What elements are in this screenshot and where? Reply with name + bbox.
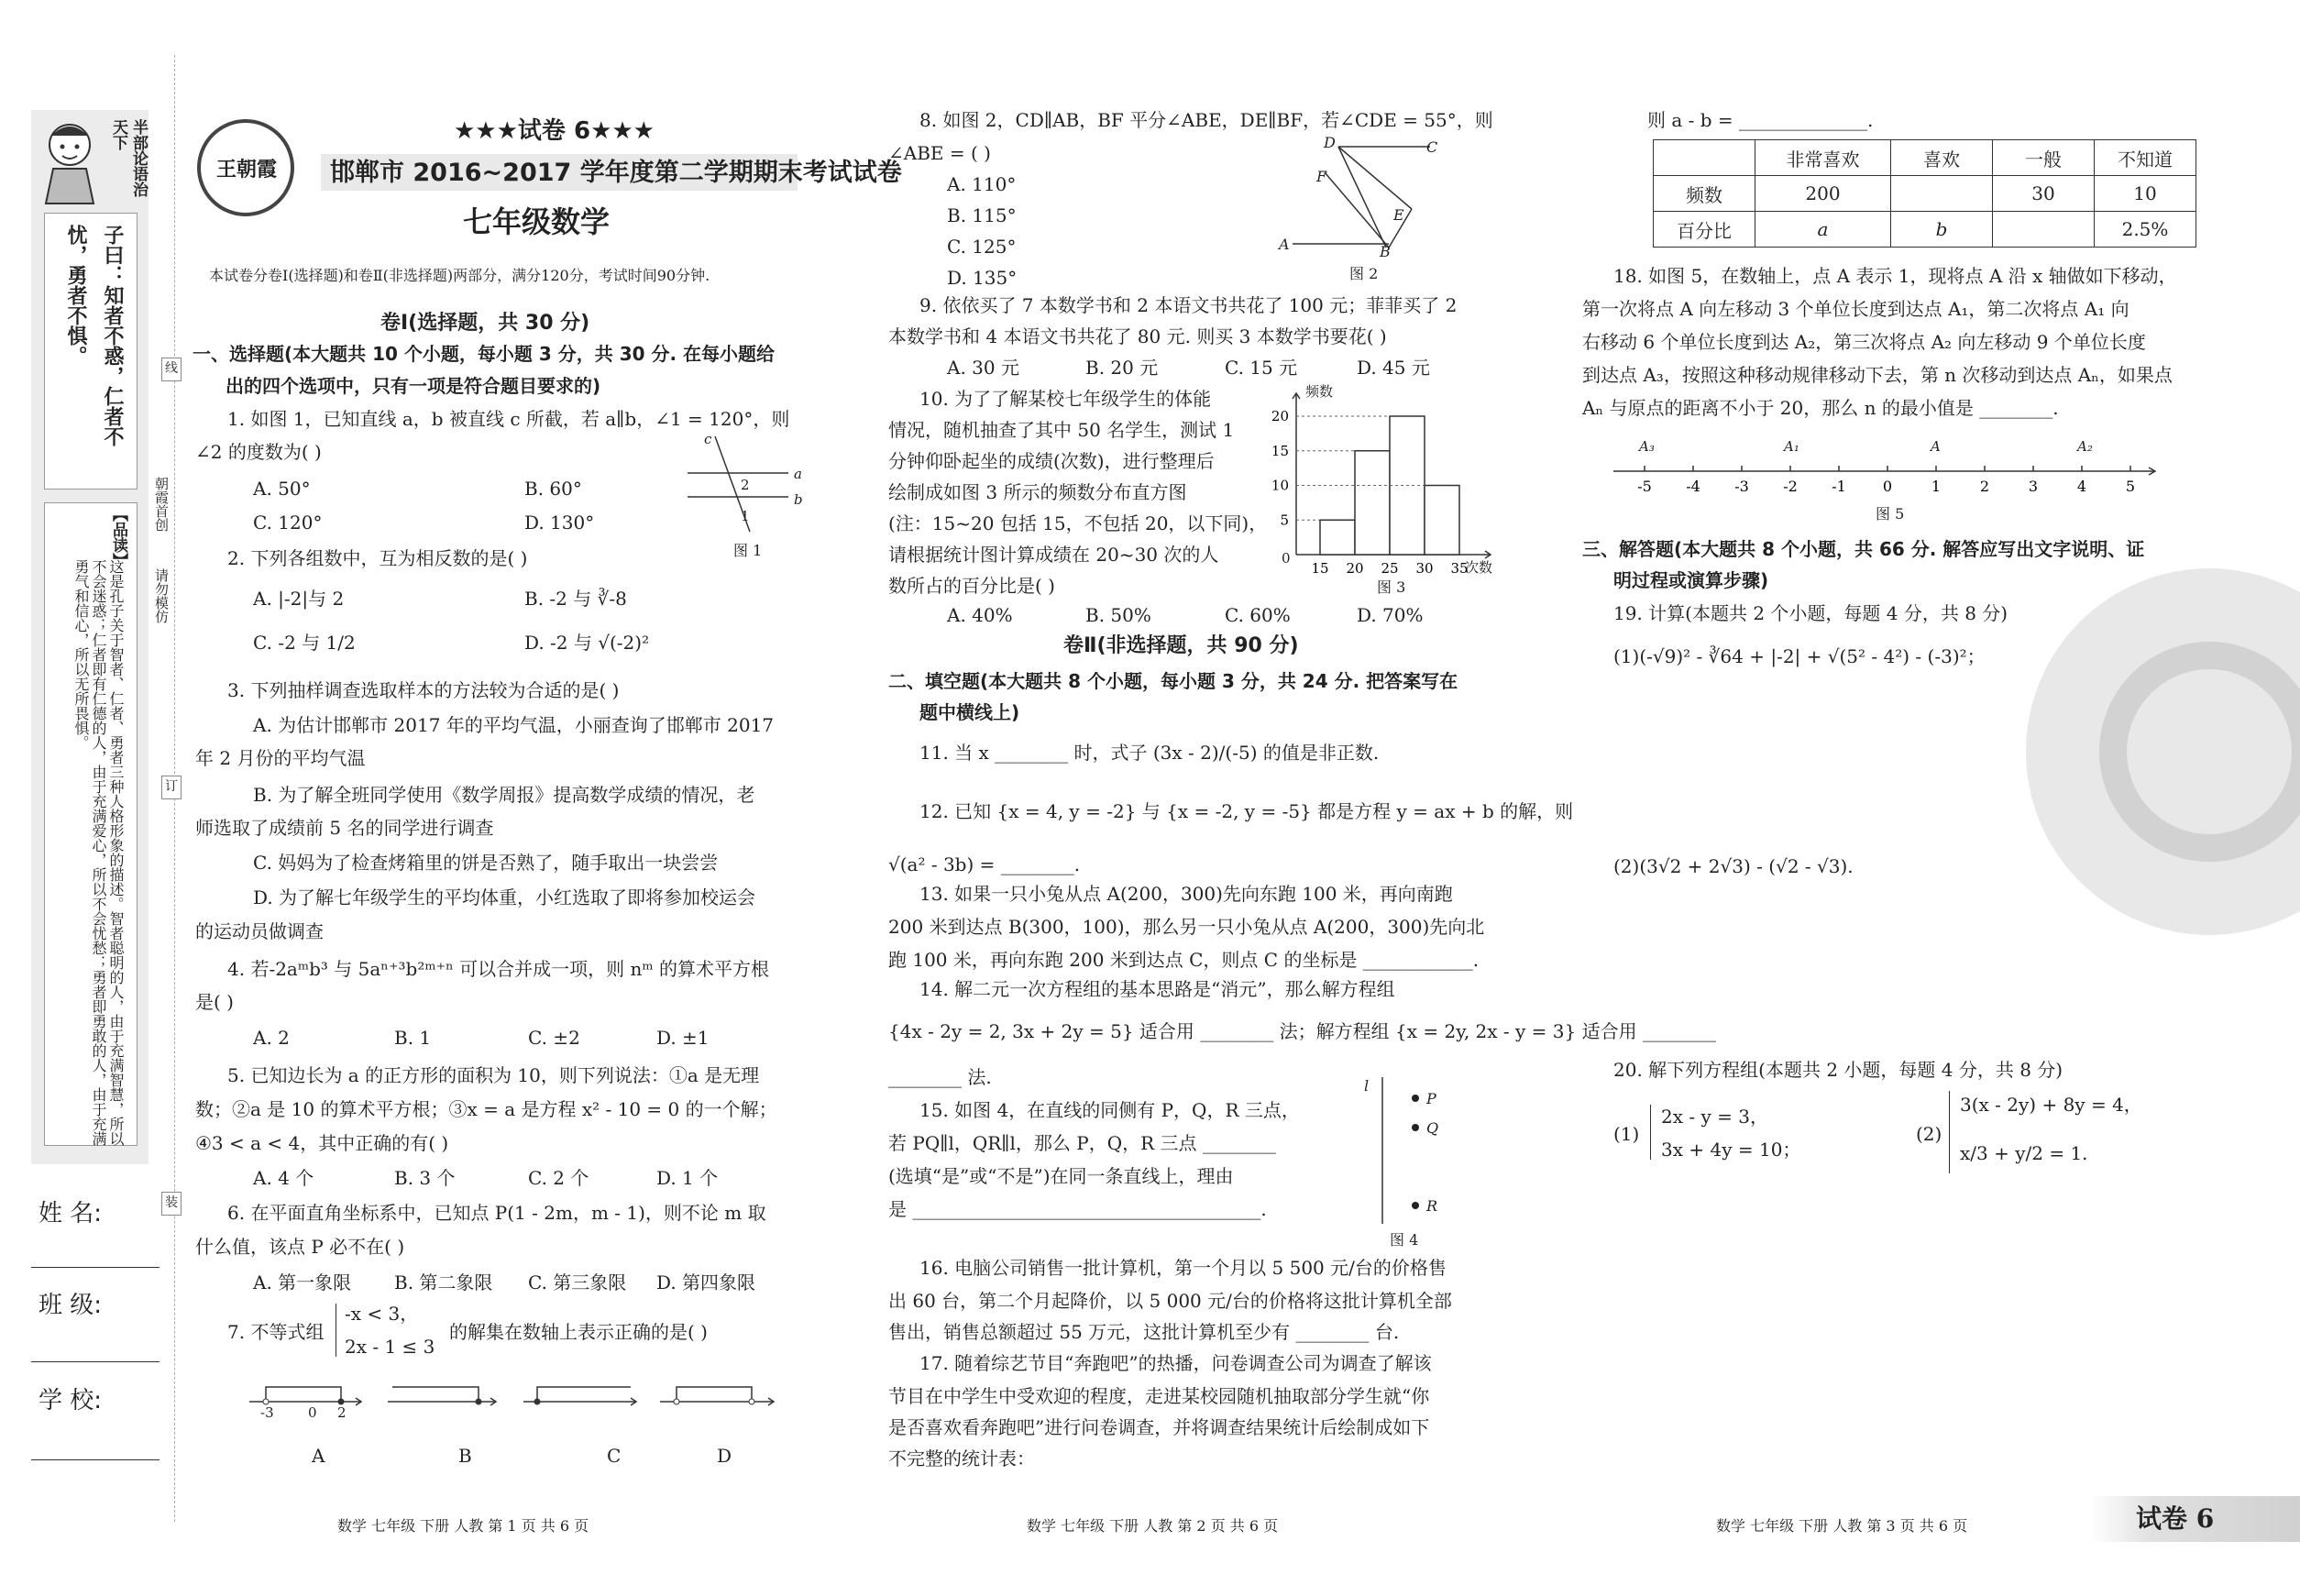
q19-part2: (2)(3√2 + 2√3) - (√2 - √3). [1613, 855, 1854, 877]
q7-opt-label: A [312, 1445, 325, 1467]
q4-option: A. 2 [253, 1027, 290, 1049]
histogram-x-tick: 25 [1381, 560, 1399, 577]
fig2-caption: 图 2 [1349, 265, 1379, 282]
page2-footer: 数学 七年级 下册 人教 第 2 页 共 6 页 [1027, 1517, 1279, 1535]
q18-text: 右移动 6 个单位长度到达 A₂，第三次将点 A₂ 向左移动 9 个单位长度 [1582, 331, 2146, 353]
q13-text: 跑 100 米，再向东跑 200 米到达点 C，则点 C 的坐标是 ____________. [888, 949, 1480, 971]
q10-option: B. 50% [1085, 604, 1151, 626]
q20-part2-line: x/3 + y/2 = 1. [1960, 1142, 2088, 1164]
histogram-x-tick: 30 [1415, 560, 1434, 577]
q20-part1-label: (1) [1613, 1123, 1640, 1145]
fig4-label: l [1364, 1077, 1370, 1095]
q17-text: 17. 随着综艺节目“奔跑吧”的热播，问卷调查公司为调查了解该 [919, 1352, 1432, 1374]
q8-option: A. 110° [947, 173, 1017, 195]
seal-mark: 线 [161, 358, 182, 381]
q18-text: Aₙ 与原点的距离不小于 20，那么 n 的最小值是 ________. [1582, 397, 2059, 419]
part2-heading: 题中横线上) [919, 701, 1020, 723]
q9-option: B. 20 元 [1085, 357, 1159, 379]
q13-text: 13. 如果一只小兔从点 A(200，300)先向东跑 100 米，再向南跑 [919, 883, 1453, 905]
fig1-caption: 图 1 [733, 542, 763, 559]
q17-text: 不完整的统计表： [888, 1447, 1035, 1469]
q8-option: B. 115° [947, 204, 1017, 226]
histogram-y-tick: 15 [1271, 442, 1289, 459]
q12-text: 12. 已知 {x = 4, y = -2} 与 {x = -2, y = -5} 都是方程 y = ax + b 的解，则 [919, 800, 1574, 822]
q15-text: 若 PQ∥l，QR∥l，那么 P，Q，R 三点 ________ [888, 1132, 1276, 1154]
table-cell: a [1755, 212, 1891, 248]
q5-text: 数；②a 是 10 的算术平方根；③x = a 是方程 x² - 10 = 0 的一个解； [195, 1098, 777, 1120]
q17-text: 是否喜欢看奔跑吧”进行问卷调查，并将调查结果统计后绘制成如下 [888, 1416, 1430, 1438]
q3-option: D. 为了解七年级学生的平均体重，小红选取了即将参加校运会 [253, 886, 756, 908]
q20-part1-brace [1650, 1105, 1658, 1160]
quote-main: 子曰：知者不惑，仁者不忧，勇者不惧。 [64, 225, 124, 446]
histogram-figure-3 [1265, 376, 1503, 578]
q7-opt-label: B [458, 1445, 472, 1467]
fig5-tick-label: 3 [2028, 478, 2039, 495]
table-cell: 百分比 [1654, 212, 1755, 248]
q10-text: 数所占的百分比是( ) [888, 575, 1055, 597]
q2-text: 2. 下列各组数中，互为相反数的是( ) [227, 547, 528, 569]
q3-option: C. 妈妈为了检查烤箱里的饼是否熟了，随手取出一块尝尝 [253, 852, 719, 874]
table-cell: 2.5% [2095, 212, 2196, 248]
q6-option: A. 第一象限 [253, 1271, 352, 1293]
q7-text: 的解集在数轴上表示正确的是( ) [449, 1321, 708, 1343]
table-cell [1891, 176, 1993, 212]
histogram-x-label: 次数 [1465, 559, 1493, 576]
name-field[interactable] [31, 1267, 160, 1268]
q7-text: 7. 不等式组 [227, 1321, 325, 1343]
fig5-tick-label: 2 [1979, 478, 1990, 495]
table-cell: 一般 [1993, 140, 2095, 176]
histogram-x-tick: 35 [1450, 560, 1469, 577]
q9-option: C. 15 元 [1225, 357, 1298, 379]
fig1-label: a [794, 466, 802, 482]
fig3-caption: 图 3 [1377, 578, 1406, 596]
q6-text: 什么值，该点 P 必不在( ) [195, 1236, 405, 1258]
q14-text: ________ 法. [888, 1066, 992, 1088]
q1-option: B. 60° [524, 478, 582, 500]
part3-heading: 明过程或演算步骤) [1613, 569, 1769, 591]
q7-system-line: 2x - 1 ≤ 3 [345, 1336, 435, 1358]
q2-option: B. -2 与 ∛-8 [524, 588, 627, 610]
fig1-label: 1 [741, 508, 750, 524]
exam-intro: 本试卷分卷Ⅰ(选择题)和卷Ⅱ(非选择题)两部分，满分120分，考试时间90分钟. [209, 267, 710, 284]
q2-option: C. -2 与 1/2 [253, 632, 356, 654]
fig1-label: 2 [741, 477, 750, 493]
q7-number-lines [246, 1370, 796, 1416]
fig5-tick-label: -4 [1686, 478, 1700, 495]
q3-text: 3. 下列抽样调查选取样本的方法较为合适的是( ) [227, 679, 620, 701]
fig2-label: F [1316, 168, 1327, 185]
q7-opt-label: D [717, 1445, 732, 1467]
subject-title: 七年级数学 [463, 204, 611, 239]
side-note: 请勿模仿 [153, 568, 170, 623]
histogram-y-tick: 5 [1280, 512, 1289, 529]
table-cell: 10 [2095, 176, 2196, 212]
fig5-tick-label: 5 [2125, 478, 2136, 495]
q7-tick: 2 [337, 1404, 347, 1421]
q10-option: C. 60% [1225, 604, 1291, 626]
table-cell: b [1891, 212, 1993, 248]
table-cell: 30 [1993, 176, 2095, 212]
q7-brace [336, 1304, 344, 1357]
fig4-label: Q [1426, 1119, 1439, 1137]
part1-heading: 出的四个选项中，只有一项是符合题目要求的) [226, 375, 601, 397]
q17-text: 节目在中学生中受欢迎的程度，走进某校园随机抽取部分学生就“你 [888, 1385, 1430, 1407]
q10-option: D. 70% [1357, 604, 1424, 626]
corner-badge: 试卷 6 [2136, 1503, 2215, 1534]
q1-text: ∠2 的度数为( ) [195, 441, 322, 463]
q20-text: 20. 解下列方程组(本题共 2 小题，每题 4 分，共 8 分) [1613, 1059, 2063, 1081]
q8-text: 8. 如图 2，CD∥AB，BF 平分∠ABE，DE∥BF，若∠CDE = 55°，则 [919, 109, 1493, 131]
q5-option: C. 2 个 [528, 1167, 589, 1189]
fig5-tick-label: -2 [1783, 478, 1798, 495]
mascot-icon [37, 117, 103, 205]
q17-tail: 则 a - b = ______________. [1647, 109, 1874, 131]
q13-text: 200 米到达点 B(300，100)，那么另一只小兔从点 A(200，300)先向北 [888, 916, 1485, 938]
fig1-label: c [704, 431, 712, 447]
table-header-row [1654, 140, 2196, 176]
page1-footer: 数学 七年级 下册 人教 第 1 页 共 6 页 [337, 1517, 589, 1535]
q15-text: 15. 如图 4，在直线的同侧有 P，Q，R 三点， [919, 1099, 1300, 1121]
q18-text: 18. 如图 5，在数轴上，点 A 表示 1，现将点 A 沿 x 轴做如下移动， [1613, 265, 2177, 287]
part1-heading: 一、选择题(本大题共 10 个小题，每小题 3 分，共 30 分. 在每小题给 [193, 343, 776, 365]
q1-text: 1. 如图 1，已知直线 a，b 被直线 c 所截，若 a∥b，∠1 = 120°，则 [227, 408, 790, 430]
q6-option: D. 第四象限 [656, 1271, 756, 1293]
q5-option: A. 4 个 [253, 1167, 314, 1189]
fig5-point-label: A₂ [2077, 438, 2093, 455]
table-row [1654, 176, 2196, 212]
histogram-x-tick: 20 [1346, 560, 1364, 577]
fig5-tick-label: 1 [1931, 478, 1942, 495]
q7-tick: 0 [308, 1404, 317, 1421]
q7-opt-label: C [607, 1445, 622, 1467]
q18-text: 到达点 A₃，按照这种移动规律移动下去，第 n 次移动到达点 Aₙ，如果点 [1582, 364, 2173, 386]
q7-tick: -3 [260, 1404, 274, 1421]
fig2-label: B [1380, 243, 1391, 260]
name-field-label: 姓 名: [39, 1200, 103, 1227]
q6-option: B. 第二象限 [394, 1271, 493, 1293]
class-field[interactable] [31, 1361, 160, 1362]
q3-option: B. 为了解全班同学使用《数学周报》提高数学成绩的情况，老 [253, 784, 755, 806]
fig2-label: D [1324, 134, 1336, 151]
section2-title: 卷Ⅱ(非选择题，共 90 分) [1063, 634, 1299, 657]
q5-text: 5. 已知边长为 a 的正方形的面积为 10，则下列说法：①a 是无理 [227, 1064, 760, 1086]
q4-text: 是( ) [195, 991, 234, 1013]
seal-mark: 装 [161, 1192, 182, 1216]
q4-option: B. 1 [394, 1027, 432, 1049]
fig5-tick-label: 4 [2076, 478, 2087, 495]
part2-heading: 二、填空题(本大题共 8 个小题，每小题 3 分，共 24 分. 把答案写在 [888, 670, 1458, 692]
table-cell [1654, 140, 1755, 176]
fig5-tick-label: 0 [1882, 478, 1893, 495]
table-cell: 不知道 [2095, 140, 2196, 176]
histogram-bar [1425, 486, 1459, 556]
fig1-label: b [794, 491, 803, 508]
q20-part1-line: 2x - y = 3， [1661, 1106, 1768, 1128]
histogram-y-tick: 10 [1271, 477, 1289, 494]
pindu-label: 【品读】 [109, 506, 127, 568]
q14-text: {4x - 2y = 2, 3x + 2y = 5} 适合用 ________ 法；解方程组 {x = 2y, 2x - y = 3} 适合用 ________ [888, 1020, 1716, 1042]
pindu-text: 这是孔子关于智者、仁者、勇者三种人格形象的描述。智者聪明的人，由于充满智慧，所以不会迷惑；仁者即有仁德的人，由于充满爱心，所以不会忧愁；勇者即勇敢的人，由于充满勇气和信心，所以无所畏惧。 [72, 559, 125, 1146]
table-cell: 200 [1755, 176, 1891, 212]
survey-table [1653, 139, 2196, 248]
q3-option: 师选取了成绩前 5 名的同学进行调查 [195, 817, 494, 839]
exam-title: 邯郸市 2016~2017 学年度第二学期期末考试试卷 [330, 159, 902, 187]
histogram-bar [1320, 520, 1355, 555]
histogram-y-tick: 20 [1271, 408, 1289, 424]
q6-text: 6. 在平面直角坐标系中，已知点 P(1 - 2m，m - 1)，则不论 m 取 [227, 1202, 766, 1224]
histogram-origin: 0 [1282, 550, 1291, 567]
q9-option: D. 45 元 [1357, 357, 1430, 379]
q11-text: 11. 当 x ________ 时，式子 (3x - 2)/(-5) 的值是非正数. [919, 742, 1380, 764]
q2-option: D. -2 与 √(-2)² [524, 632, 650, 654]
section1-title: 卷Ⅰ(选择题，共 30 分) [380, 312, 590, 335]
histogram-y-label: 频数 [1305, 383, 1334, 400]
q10-text: 绘制成如图 3 所示的频数分布直方图 [888, 481, 1187, 503]
page3-footer: 数学 七年级 下册 人教 第 3 页 共 6 页 [1716, 1517, 1968, 1535]
fig5-tick-label: -3 [1734, 478, 1749, 495]
q10-text: 10. 为了了解某校七年级学生的体能 [919, 388, 1212, 410]
class-field-label: 班 级: [39, 1292, 103, 1319]
fig4-label: P [1426, 1090, 1436, 1107]
q20-part1-line: 3x + 4y = 10； [1661, 1139, 1801, 1161]
table-cell: 频数 [1654, 176, 1755, 212]
fig5-caption: 图 5 [1876, 505, 1905, 523]
fig5-point-label: A [1931, 438, 1941, 455]
part3-heading: 三、解答题(本大题共 8 个小题，共 66 分. 解答应写出文字说明、证 [1582, 538, 2145, 560]
q4-option: C. ±2 [528, 1027, 580, 1049]
fig2-label: A [1279, 236, 1290, 253]
q5-option: D. 1 个 [656, 1167, 719, 1189]
q1-option: C. 120° [253, 512, 323, 534]
q9-option: A. 30 元 [947, 357, 1019, 379]
q10-text: 情况，随机抽查了其中 50 名学生，测试 1 [888, 419, 1235, 441]
q3-option: A. 为估计邯郸市 2017 年的平均气温，小丽查询了邯郸市 2017 [253, 714, 775, 736]
q10-text: (注：15~20 包括 15，不包括 20，以下同)， [888, 512, 1268, 534]
q20-part2-brace [1949, 1091, 1957, 1173]
q4-option: D. ±1 [656, 1027, 710, 1049]
q1-option: A. 50° [253, 478, 311, 500]
fig5-point-label: A₃ [1639, 438, 1655, 455]
q14-text: 14. 解二元一次方程组的基本思路是“消元”，那么解方程组 [919, 978, 1395, 1000]
q1-option: D. 130° [524, 512, 595, 534]
q5-option: B. 3 个 [394, 1167, 456, 1189]
motto-title: 半部论语治天下 [109, 119, 148, 197]
q20-part2-line: 3(x - 2y) + 8y = 4， [1960, 1094, 2142, 1116]
fig2-label: C [1426, 138, 1438, 156]
q12-text: √(a² - 3b) = ________. [888, 853, 1081, 875]
fig5-tick-label: -1 [1832, 478, 1846, 495]
q10-text: 请根据统计图计算成绩在 20~30 次的人 [888, 544, 1219, 566]
logo-text: 王朝霞 [215, 158, 277, 182]
fig2-label: E [1393, 206, 1404, 224]
q9-text: 9. 依依买了 7 本数学书和 2 本语文书共花了 100 元；菲菲买了 2 [919, 294, 1458, 316]
table-row [1654, 212, 2196, 248]
paper-badge: ★★★试卷 6★★★ [454, 117, 655, 145]
fig4-label: R [1426, 1197, 1438, 1215]
figure-4 [1357, 1073, 1467, 1228]
q19-text: 19. 计算(本题共 2 个小题，每题 4 分，共 8 分) [1613, 602, 2008, 624]
q15-text: 是 ______________________________________. [888, 1198, 1267, 1220]
histogram-bar [1355, 451, 1390, 555]
q8-text: ∠ABE = ( ) [888, 142, 991, 164]
logo-badge [197, 119, 294, 216]
fig5-point-label: A₁ [1784, 438, 1799, 455]
school-field[interactable] [31, 1459, 160, 1460]
q15-text: (选填“是”或“不是”)在同一条直线上，理由 [888, 1165, 1234, 1187]
school-field-label: 学 校: [39, 1387, 103, 1414]
q18-text: 第一次将点 A 向左移动 3 个单位长度到达点 A₁，第二次将点 A₁ 向 [1582, 298, 2129, 320]
figure-2 [1283, 136, 1448, 255]
table-cell [1993, 212, 2095, 248]
q3-option: 年 2 月份的平均气温 [195, 747, 366, 769]
q10-option: A. 40% [947, 604, 1013, 626]
q20-part2-label: (2) [1916, 1123, 1942, 1145]
q10-text: 分钟仰卧起坐的成绩(次数)，进行整理后 [888, 450, 1215, 472]
fig4-caption: 图 4 [1390, 1231, 1419, 1249]
side-note: 朝霞首创 [153, 477, 170, 532]
q16-text: 出 60 台，第二个月起降价，以 5 000 元/台的价格将这批计算机全部 [888, 1290, 1452, 1312]
q7-system-line: -x < 3， [345, 1303, 419, 1325]
q2-option: A. |-2|与 2 [253, 588, 345, 610]
q8-option: C. 125° [947, 236, 1017, 258]
q9-text: 本数学书和 4 本语文书共花了 80 元. 则买 3 本数学书要花( ) [888, 325, 1387, 347]
histogram-x-tick: 15 [1311, 560, 1329, 577]
q19-part1: (1)(-√9)² - ∛64 + |-2| + √(5² - 4²) - (-3)²； [1613, 645, 1986, 667]
q4-text: 4. 若-2aᵐb³ 与 5aⁿ⁺³b²ᵐ⁺ⁿ 可以合并成一项，则 nᵐ 的算术平方根 [227, 958, 770, 980]
fig5-tick-label: -5 [1637, 478, 1652, 495]
q6-option: C. 第三象限 [528, 1271, 627, 1293]
seal-mark: 订 [161, 776, 182, 799]
q16-text: 售出，销售总额超过 55 万元，这批计算机至少有 ________ 台. [888, 1321, 1400, 1343]
q3-option: 的运动员做调查 [195, 920, 324, 942]
table-cell: 非常喜欢 [1755, 140, 1891, 176]
q16-text: 16. 电脑公司销售一批计算机，第一个月以 5 500 元/台的价格售 [919, 1257, 1447, 1279]
q8-option: D. 135° [947, 267, 1018, 289]
q5-text: ④3 < a < 4，其中正确的有( ) [195, 1132, 449, 1154]
table-cell: 喜欢 [1891, 140, 1993, 176]
